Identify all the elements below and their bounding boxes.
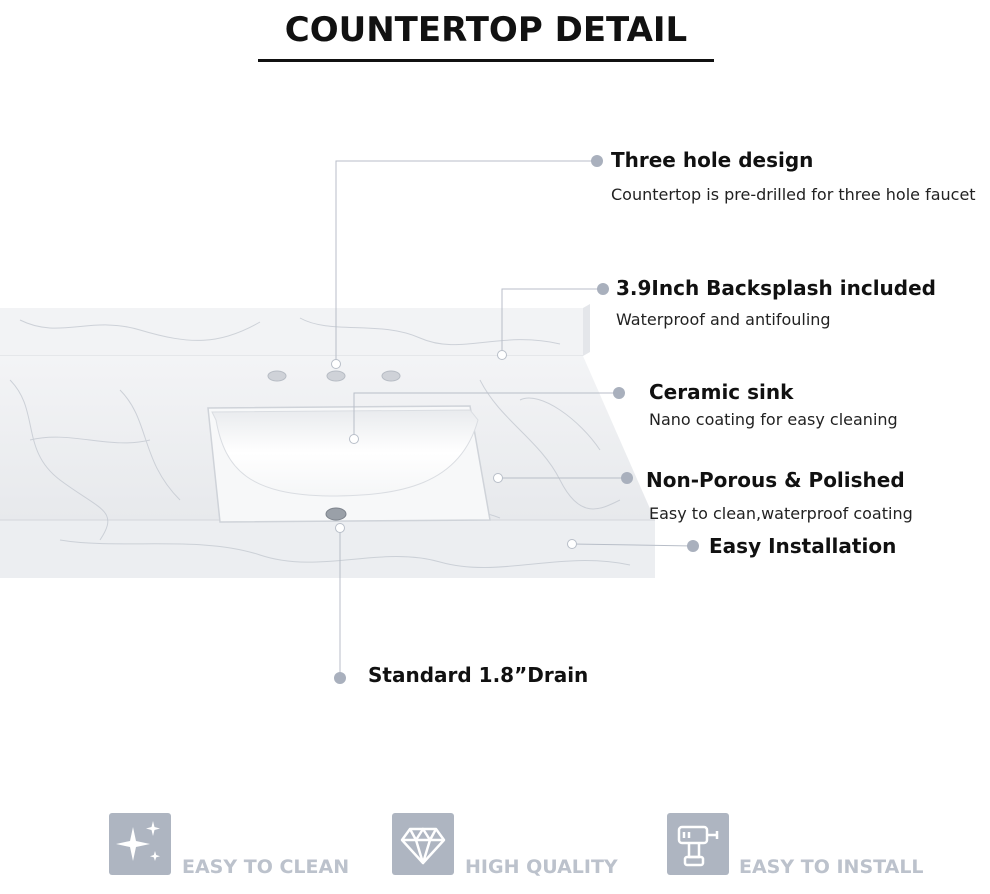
feature-title-easy-install: Easy Installation [709, 534, 897, 558]
marker-ceramic-sink [613, 387, 625, 399]
marker-non-porous [621, 472, 633, 484]
feature-title-ceramic-sink: Ceramic sink [649, 380, 794, 404]
anchor-backsplash [497, 350, 507, 360]
page-title: COUNTERTOP DETAIL [284, 10, 688, 50]
anchor-three-hole [331, 359, 341, 369]
anchor-ceramic-sink [349, 434, 359, 444]
drill-icon [667, 813, 729, 875]
sparkle-icon [109, 813, 171, 875]
marker-three-hole [591, 155, 603, 167]
anchor-non-porous [493, 473, 503, 483]
badge-label-high-quality: HIGH QUALITY [465, 856, 618, 878]
diamond-icon [392, 813, 454, 875]
feature-desc-three-hole: Countertop is pre-drilled for three hole faucet [611, 185, 976, 204]
marker-easy-install [687, 540, 699, 552]
badge-label-easy-to-clean: EASY TO CLEAN [182, 856, 350, 878]
feature-title-drain: Standard 1.8”Drain [368, 663, 589, 687]
marker-backsplash [597, 283, 609, 295]
feature-desc-backsplash: Waterproof and antifouling [616, 310, 831, 329]
feature-title-three-hole: Three hole design [611, 148, 814, 172]
badge-label-easy-to-install: EASY TO INSTALL [739, 856, 924, 878]
anchor-drain [335, 523, 345, 533]
feature-desc-non-porous: Easy to clean,waterproof coating [649, 504, 913, 523]
anchor-easy-install [567, 539, 577, 549]
marker-drain [334, 672, 346, 684]
feature-title-backsplash: 3.9Inch Backsplash included [616, 276, 936, 300]
feature-desc-ceramic-sink: Nano coating for easy cleaning [649, 410, 898, 429]
feature-title-non-porous: Non-Porous & Polished [646, 468, 905, 492]
